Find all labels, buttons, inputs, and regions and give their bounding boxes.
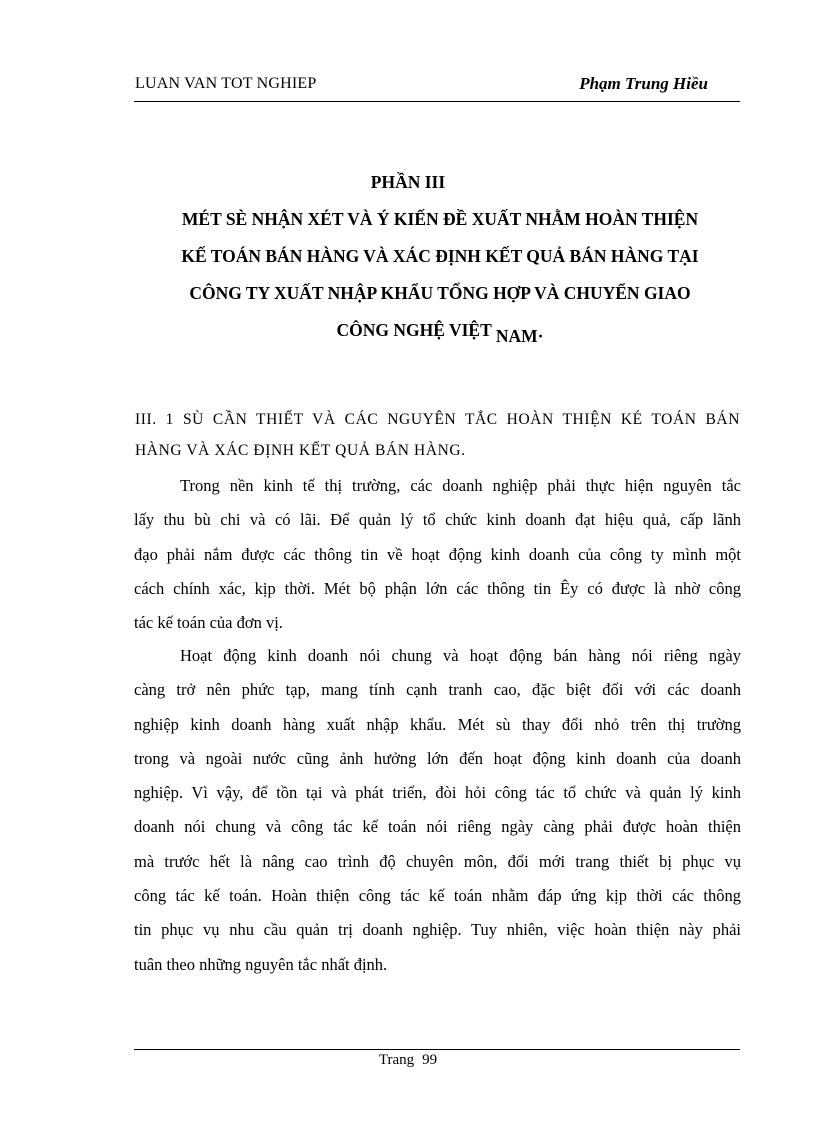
page-number: 99 [422,1052,438,1068]
running-header-author: Phạm Trung Hiều [579,74,708,93]
paragraph-line: lấy thu bù chi và có lãi. Để quản lý tổ chức kinh doanh đạt hiệu quả, cấp lãnh [134,510,741,530]
paragraph-line: cách chính xác, kịp thời. Mét bộ phận lớn các thông tin Êy có được là nhờ công [134,578,741,598]
footer-divider [134,1049,740,1050]
paragraph-line: đạo phải nắm được các thông tin về hoạt động kinh doanh của công ty mình một [134,544,741,564]
chapter-heading-line: CÔNG TY XUẤT NHẬP KHẨU TỔNG HỢP VÀ CHUYỂN GIAO [189,283,691,303]
chapter-heading-text: CÔNG NGHỆ VIỆT [336,320,492,340]
paragraph-line: Hoạt động kinh doanh nói chung và hoạt động bán hàng nói riêng ngày [180,646,741,665]
paragraph-line: Trong nền kinh tế thị trường, các doanh nghiệp phải thực hiện nguyên tắc [180,476,741,495]
paragraph-line: mà trước hết là nâng cao trình độ chuyên môn, đổi mới trang thiết bị phục vụ [134,851,741,871]
paragraph-1 [134,469,741,640]
part-title: PHẦN III [370,172,446,192]
section-heading-line: III. 1 SÙ CẦN THIẾT VÀ CÁC NGUYÊN TẮC HOÀN THIỆN KÉ TOÁN BÁN [135,411,740,428]
chapter-heading [120,201,760,349]
paragraph-line: càng trở nên phức tạp, mang tính cạnh tranh cao, đặc biệt đối với các doanh [134,680,741,700]
paragraph-line: công tác kế toán. Hoàn thiện công tác kế toán nhằm đáp ứng kịp thời các thông [134,886,741,906]
page-label: Trang [378,1052,415,1068]
paragraph-2 [134,639,741,982]
chapter-heading-line: KẾ TOÁN BÁN HÀNG VÀ XÁC ĐỊNH KẾT QUẢ BÁN HÀNG TẠI [181,246,699,266]
chapter-heading-line [120,312,760,349]
page-footer [0,1052,816,1069]
chapter-heading-line: MÉT SÈ NHẬN XÉT VÀ Ý KIẾN ĐỀ XUẤT NHẰM HOÀN THIỆN [181,209,699,229]
paragraph-line: nghiệp kinh doanh hàng xuất nhập khẩu. Mét sù thay đổi nhỏ trên thị trường [134,714,741,734]
paragraph-line: tin phục vụ nhu cầu quản trị doanh nghiệp. Tuy nhiên, việc hoàn thiện này phải [134,920,741,940]
paragraph-line: tuân theo những nguyên tắc nhất định. [134,954,388,974]
section-heading-line: HÀNG VÀ XÁC ĐỊNH KẾT QUẢ BÁN HÀNG. [135,442,466,459]
paragraph-line: trong và ngoài nước cũng ảnh hưởng lớn đến hoạt động kinh doanh của doanh [134,748,741,768]
paragraph-line: nghiệp. Vì vậy, để tồn tại và phát triển, đòi hỏi công tác tổ chức và quản lý kinh [134,783,741,803]
chapter-heading-tail: NAM· [495,326,544,346]
header-divider [134,101,740,102]
paragraph-line: doanh nói chung và công tác kế toán nói riêng ngày càng phải được hoàn thiện [134,817,741,837]
running-header-title: LUAN VAN TOT NGHIEP [135,75,317,92]
paragraph-line: tác kế toán của đơn vị. [134,613,283,633]
section-heading [135,404,740,466]
